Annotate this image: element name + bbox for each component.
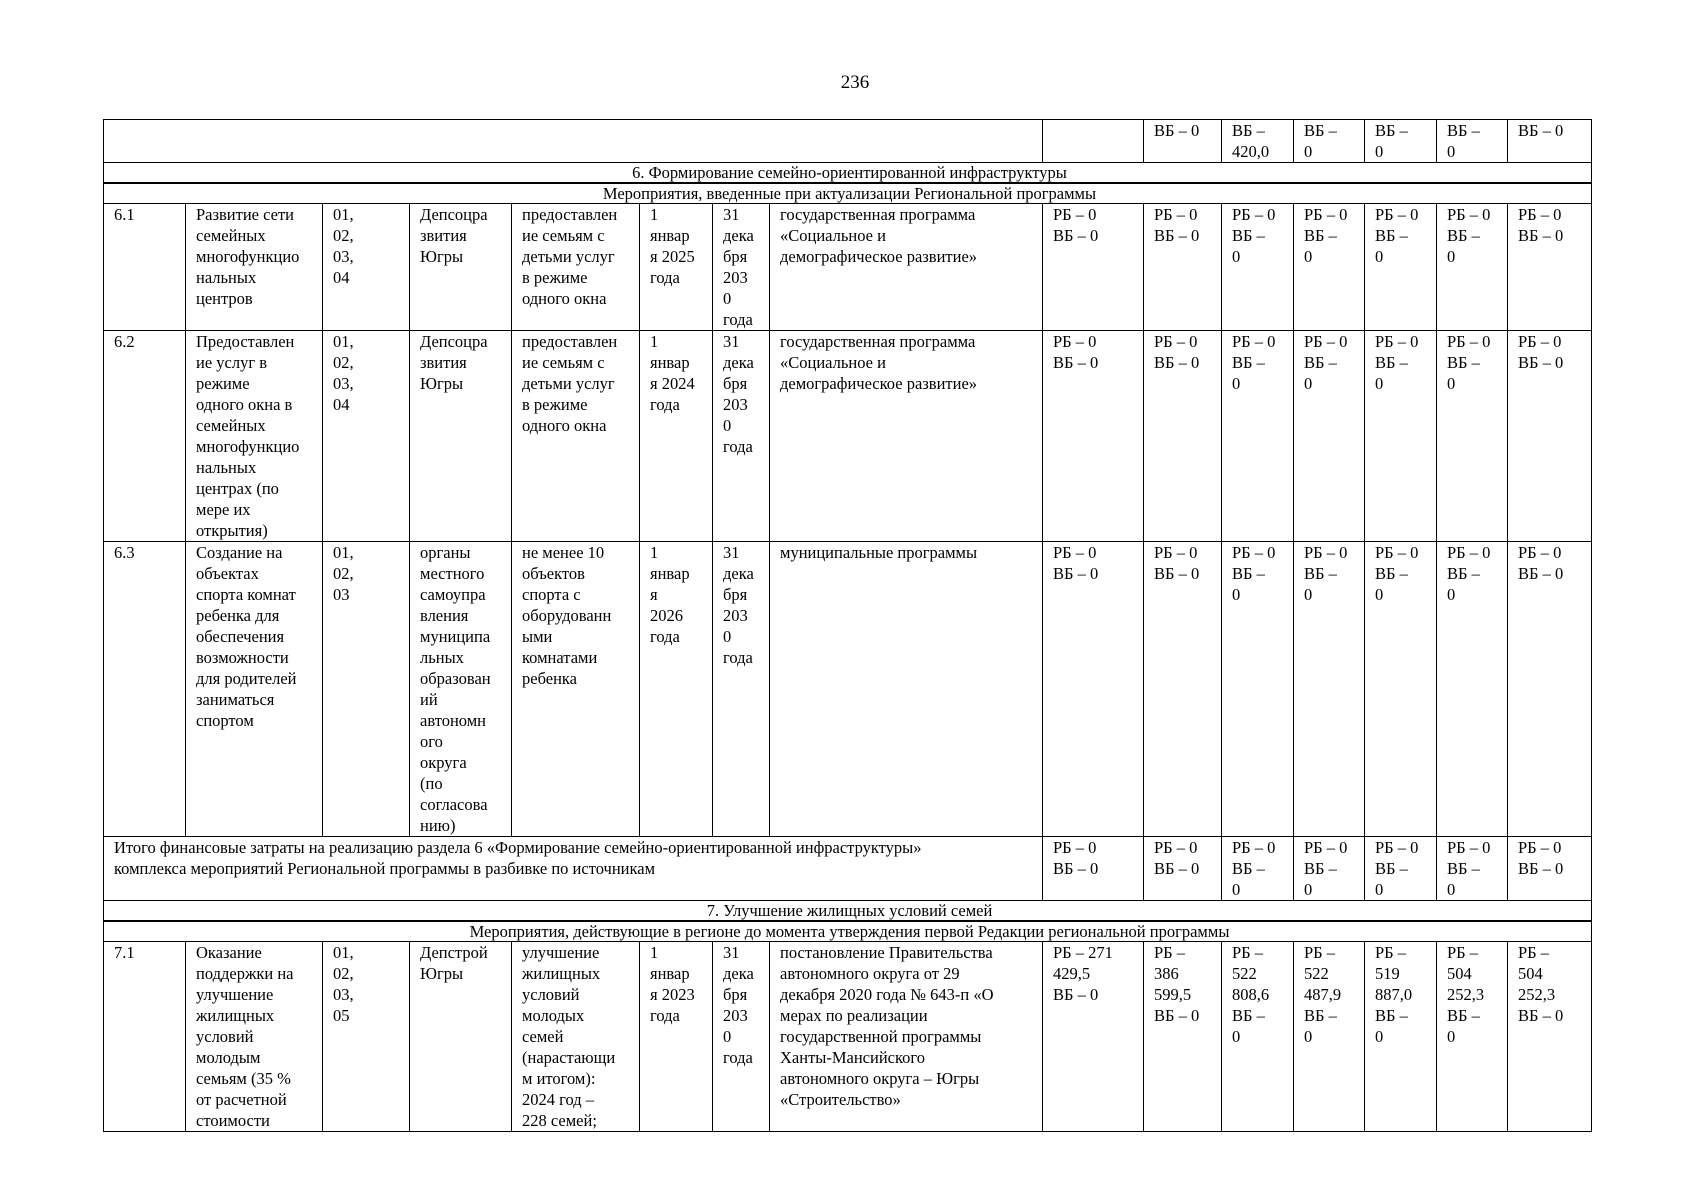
section-title: 7. Улучшение жилищных условий семей bbox=[104, 901, 1592, 922]
funding-cell: РБ – 0 ВБ – 0 bbox=[1043, 204, 1144, 331]
funding-cell: РБ – 0 ВБ – 0 bbox=[1043, 542, 1144, 837]
funding-cell: РБ – 504 252,3 ВБ – 0 bbox=[1508, 942, 1592, 1132]
funding-cell: РБ – 0 ВБ – 0 bbox=[1294, 331, 1365, 542]
funding-cell: РБ – 522 808,6 ВБ – 0 bbox=[1222, 942, 1294, 1132]
legal-basis: государственная программа «Социальное и демографическое развитие» bbox=[770, 331, 1043, 542]
funding-cell: ВБ – 0 bbox=[1294, 120, 1365, 163]
funding-cell: ВБ – 0 bbox=[1144, 120, 1222, 163]
top-continuation-row bbox=[104, 120, 1592, 163]
funding-cell: РБ – 0 ВБ – 0 bbox=[1043, 331, 1144, 542]
funding-cell: РБ – 0 ВБ – 0 bbox=[1222, 204, 1294, 331]
blank-cell bbox=[1043, 120, 1144, 163]
expected-result: не менее 10 объектов спорта с оборудованн ыми комнатами ребенка bbox=[512, 542, 640, 837]
task-codes: 01, 02, 03, 04 bbox=[323, 331, 410, 542]
funding-cell: РБ – 0 ВБ – 0 bbox=[1294, 204, 1365, 331]
funding-cell: РБ – 519 887,0 ВБ – 0 bbox=[1365, 942, 1437, 1132]
section-subtitle-row bbox=[104, 921, 1592, 942]
section-title-row bbox=[104, 163, 1592, 184]
page-number: 236 bbox=[840, 72, 870, 93]
executor: Депстрой Югры bbox=[410, 942, 512, 1132]
table-row bbox=[104, 942, 1592, 1132]
table-row bbox=[104, 204, 1592, 331]
funding-cell: РБ – 0 ВБ – 0 bbox=[1365, 837, 1437, 901]
task-codes: 01, 02, 03, 05 bbox=[323, 942, 410, 1132]
start-date: 1 январ я 2023 года bbox=[640, 942, 713, 1132]
funding-cell: РБ – 386 599,5 ВБ – 0 bbox=[1144, 942, 1222, 1132]
funding-cell: РБ – 0 ВБ – 0 bbox=[1222, 331, 1294, 542]
funding-cell: РБ – 0 ВБ – 0 bbox=[1365, 204, 1437, 331]
funding-cell: РБ – 0 ВБ – 0 bbox=[1222, 837, 1294, 901]
executor: Депсоцра звития Югры bbox=[410, 331, 512, 542]
task-codes: 01, 02, 03, 04 bbox=[323, 204, 410, 331]
task-codes: 01, 02, 03 bbox=[323, 542, 410, 837]
row-number: 6.2 bbox=[104, 331, 186, 542]
funding-cell: ВБ – 0 bbox=[1365, 120, 1437, 163]
total-label: Итого финансовые затраты на реализацию раздела 6 «Формирование семейно-ориентированной инфраструктуры» комплекса мероприятий Региональной программы в разбивке по источникам bbox=[104, 837, 1043, 901]
section-title-row bbox=[104, 901, 1592, 922]
measure-name: Создание на объектах спорта комнат ребенка для обеспечения возможности для родителей заниматься спортом bbox=[186, 542, 323, 837]
start-date: 1 январ я 2025 года bbox=[640, 204, 713, 331]
funding-cell: РБ – 0 ВБ – 0 bbox=[1144, 837, 1222, 901]
funding-cell: РБ – 0 ВБ – 0 bbox=[1437, 331, 1508, 542]
row-number: 6.1 bbox=[104, 204, 186, 331]
funding-cell: РБ – 0 ВБ – 0 bbox=[1508, 542, 1592, 837]
funding-cell: РБ – 0 ВБ – 0 bbox=[1294, 837, 1365, 901]
funding-cell: ВБ – 420,0 bbox=[1222, 120, 1294, 163]
section-title: 6. Формирование семейно-ориентированной инфраструктуры bbox=[104, 163, 1592, 184]
funding-cell: РБ – 522 487,9 ВБ – 0 bbox=[1294, 942, 1365, 1132]
legal-basis: государственная программа «Социальное и демографическое развитие» bbox=[770, 204, 1043, 331]
section-subtitle-row bbox=[104, 183, 1592, 204]
end-date: 31 дека бря 203 0 года bbox=[713, 942, 770, 1132]
funding-cell: РБ – 0 ВБ – 0 bbox=[1222, 542, 1294, 837]
row-number: 7.1 bbox=[104, 942, 186, 1132]
measure-name: Развитие сети семейных многофункцио нальных центров bbox=[186, 204, 323, 331]
funding-cell: РБ – 504 252,3 ВБ – 0 bbox=[1437, 942, 1508, 1132]
measure-name: Оказание поддержки на улучшение жилищных условий молодым семьям (35 % от расчетной стоимости bbox=[186, 942, 323, 1132]
funding-cell: РБ – 0 ВБ – 0 bbox=[1144, 331, 1222, 542]
funding-cell: РБ – 0 ВБ – 0 bbox=[1365, 542, 1437, 837]
funding-cell: РБ – 0 ВБ – 0 bbox=[1437, 837, 1508, 901]
table-row bbox=[104, 331, 1592, 542]
total-row bbox=[104, 837, 1592, 901]
executor: Депсоцра звития Югры bbox=[410, 204, 512, 331]
end-date: 31 дека бря 203 0 года bbox=[713, 331, 770, 542]
funding-cell: РБ – 0 ВБ – 0 bbox=[1508, 331, 1592, 542]
legal-basis: муниципальные программы bbox=[770, 542, 1043, 837]
start-date: 1 январ я 2026 года bbox=[640, 542, 713, 837]
funding-cell: РБ – 0 ВБ – 0 bbox=[1508, 204, 1592, 331]
end-date: 31 дека бря 203 0 года bbox=[713, 542, 770, 837]
funding-cell: РБ – 0 ВБ – 0 bbox=[1365, 331, 1437, 542]
section-subtitle: Мероприятия, действующие в регионе до момента утверждения первой Редакции региональной программы bbox=[104, 921, 1592, 942]
start-date: 1 январ я 2024 года bbox=[640, 331, 713, 542]
row-number: 6.3 bbox=[104, 542, 186, 837]
funding-cell: РБ – 0 ВБ – 0 bbox=[1437, 204, 1508, 331]
blank-cell bbox=[104, 120, 1043, 163]
table-row bbox=[104, 542, 1592, 837]
expected-result: предоставлен ие семьям с детьми услуг в режиме одного окна bbox=[512, 204, 640, 331]
funding-cell: РБ – 0 ВБ – 0 bbox=[1294, 542, 1365, 837]
expected-result: предоставлен ие семьям с детьми услуг в режиме одного окна bbox=[512, 331, 640, 542]
end-date: 31 дека бря 203 0 года bbox=[713, 204, 770, 331]
legal-basis: постановление Правительства автономного округа от 29 декабря 2020 года № 643-п «О мерах по реализации государственной программы Ханты-Мансийского автономного округа – Югры «Строительство» bbox=[770, 942, 1043, 1132]
executor: органы местного самоупра вления муниципа льных образован ий автономн ого округа (по согласова нию) bbox=[410, 542, 512, 837]
funding-cell: РБ – 0 ВБ – 0 bbox=[1508, 837, 1592, 901]
measure-name: Предоставлен ие услуг в режиме одного окна в семейных многофункцио нальных центрах (по мере их открытия) bbox=[186, 331, 323, 542]
funding-cell: РБ – 0 ВБ – 0 bbox=[1144, 542, 1222, 837]
funding-cell: РБ – 271 429,5 ВБ – 0 bbox=[1043, 942, 1144, 1132]
funding-cell: РБ – 0 ВБ – 0 bbox=[1144, 204, 1222, 331]
section-subtitle: Мероприятия, введенные при актуализации Региональной программы bbox=[104, 183, 1592, 204]
funding-cell: ВБ – 0 bbox=[1437, 120, 1508, 163]
funding-cell: ВБ – 0 bbox=[1508, 120, 1592, 163]
measures-table bbox=[103, 119, 1592, 1132]
expected-result: улучшение жилищных условий молодых семей (нарастающи м итогом): 2024 год – 228 семей; bbox=[512, 942, 640, 1132]
funding-cell: РБ – 0 ВБ – 0 bbox=[1437, 542, 1508, 837]
funding-cell: РБ – 0 ВБ – 0 bbox=[1043, 837, 1144, 901]
